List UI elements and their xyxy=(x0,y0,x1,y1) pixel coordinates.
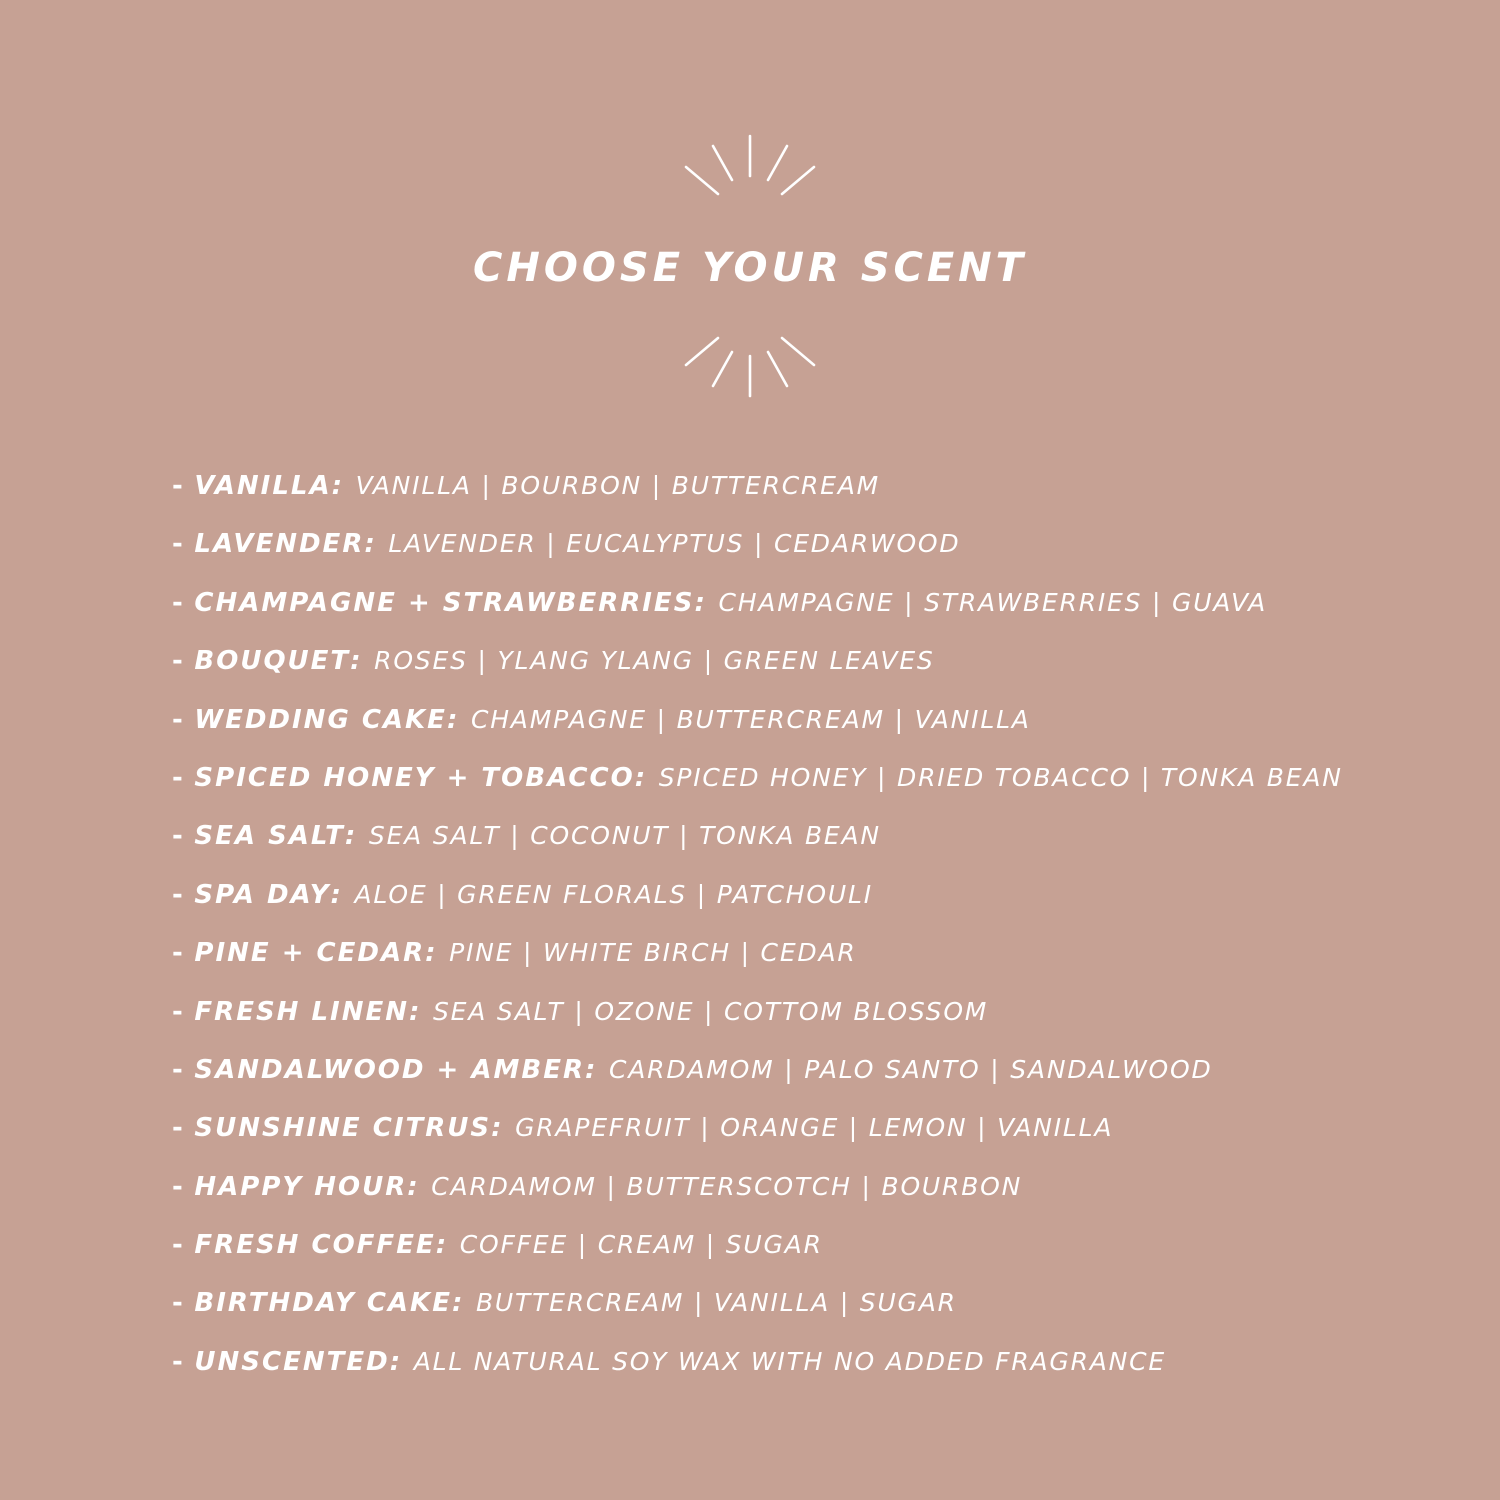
scent-notes: SEA SALT | COCONUT | TONKA BEAN xyxy=(368,821,881,851)
scent-colon: : xyxy=(409,996,422,1027)
scent-name: CHAMPAGNE + STRAWBERRIES xyxy=(194,587,695,618)
list-dash: - xyxy=(172,1054,185,1085)
scent-notes: ALOE | GREEN FLORALS | PATCHOULI xyxy=(354,879,873,909)
page-title: CHOOSE YOUR SCENT xyxy=(473,245,1027,291)
scent-colon: : xyxy=(344,821,357,852)
scent-colon: : xyxy=(425,938,438,969)
scent-colon: : xyxy=(491,1113,504,1144)
list-dash: - xyxy=(172,996,185,1027)
list-item xyxy=(172,1048,1472,1106)
list-item xyxy=(172,1106,1472,1164)
scent-name: BOUQUET xyxy=(194,646,351,677)
scent-name: VANILLA xyxy=(194,471,332,501)
list-item xyxy=(172,931,1472,989)
scent-notes: CHAMPAGNE | STRAWBERRIES | GUAVA xyxy=(718,587,1268,617)
scent-notes: SEA SALT | OZONE | COTTOM BLOSSOM xyxy=(433,996,989,1026)
list-item xyxy=(172,522,1472,580)
list-item xyxy=(172,1340,1472,1398)
scent-name: FRESH COFFEE xyxy=(194,1230,436,1261)
list-item xyxy=(172,756,1472,814)
list-item xyxy=(172,990,1472,1048)
list-item xyxy=(172,639,1472,697)
sunburst-icon xyxy=(680,130,820,200)
list-dash: - xyxy=(172,1288,185,1319)
list-dash: - xyxy=(172,587,185,618)
list-item xyxy=(172,698,1472,756)
scent-notes: LAVENDER | EUCALYPTUS | CEDARWOOD xyxy=(388,529,961,559)
list-item xyxy=(172,873,1472,931)
scent-name: UNSCENTED xyxy=(194,1346,390,1377)
scent-notes: BUTTERCREAM | VANILLA | SUGAR xyxy=(475,1288,957,1318)
scent-name: SPICED HONEY + TOBACCO xyxy=(194,762,635,793)
scent-colon: : xyxy=(331,471,344,501)
list-item xyxy=(172,464,1472,522)
scent-name: PINE + CEDAR xyxy=(194,938,426,969)
list-dash: - xyxy=(172,1346,185,1377)
scent-colon: : xyxy=(634,762,647,793)
scent-name: FRESH LINEN xyxy=(194,996,410,1027)
scent-colon: : xyxy=(435,1230,448,1261)
list-dash: - xyxy=(172,762,185,793)
scent-colon: : xyxy=(389,1346,402,1377)
scent-notes: CHAMPAGNE | BUTTERCREAM | VANILLA xyxy=(470,704,1031,734)
list-dash: - xyxy=(172,879,185,910)
scent-notes: PINE | WHITE BIRCH | CEDAR xyxy=(449,938,857,968)
list-dash: - xyxy=(172,646,185,677)
scent-name: SUNSHINE CITRUS xyxy=(194,1113,492,1144)
list-item xyxy=(172,581,1472,639)
scent-name: HAPPY HOUR xyxy=(194,1171,408,1202)
list-item xyxy=(172,1281,1472,1339)
scent-colon: : xyxy=(446,704,459,735)
scent-notes: CARDAMOM | BUTTERSCOTCH | BOURBON xyxy=(431,1171,1023,1201)
scent-name: WEDDING CAKE xyxy=(194,704,447,735)
list-dash: - xyxy=(172,529,185,560)
scent-notes: GRAPEFRUIT | ORANGE | LEMON | VANILLA xyxy=(515,1113,1114,1143)
scent-colon: : xyxy=(407,1171,420,1202)
list-dash: - xyxy=(172,1171,185,1202)
scent-notes: ALL NATURAL SOY WAX WITH NO ADDED FRAGRANCE xyxy=(413,1346,1166,1376)
scent-colon: : xyxy=(364,529,377,560)
list-dash: - xyxy=(172,1113,185,1144)
scent-name: SANDALWOOD + AMBER xyxy=(194,1054,585,1085)
scent-colon: : xyxy=(584,1054,597,1085)
scent-name: BIRTHDAY CAKE xyxy=(194,1288,452,1319)
scent-colon: : xyxy=(694,587,707,618)
list-item xyxy=(172,1223,1472,1281)
list-item xyxy=(172,1165,1472,1223)
list-dash: - xyxy=(172,1230,185,1261)
scent-colon: : xyxy=(330,879,343,910)
list-item xyxy=(172,814,1472,872)
scent-colon: : xyxy=(350,646,363,677)
list-dash: - xyxy=(172,471,185,501)
scent-list xyxy=(172,464,1472,1398)
list-dash: - xyxy=(172,938,185,969)
scent-name: SEA SALT xyxy=(194,821,345,852)
list-dash: - xyxy=(172,704,185,735)
scent-name: SPA DAY xyxy=(194,879,331,910)
sunburst-icon xyxy=(680,332,820,402)
scent-name: LAVENDER xyxy=(194,529,365,560)
scent-notes: CARDAMOM | PALO SANTO | SANDALWOOD xyxy=(608,1054,1213,1084)
scent-notes: SPICED HONEY | DRIED TOBACCO | TONKA BEAN xyxy=(658,762,1343,792)
scent-notes: COFFEE | CREAM | SUGAR xyxy=(459,1230,823,1260)
list-dash: - xyxy=(172,821,185,852)
scent-notes: VANILLA | BOURBON | BUTTERCREAM xyxy=(355,471,881,500)
scent-notes: ROSES | YLANG YLANG | GREEN LEAVES xyxy=(374,646,935,676)
scent-colon: : xyxy=(451,1288,464,1319)
